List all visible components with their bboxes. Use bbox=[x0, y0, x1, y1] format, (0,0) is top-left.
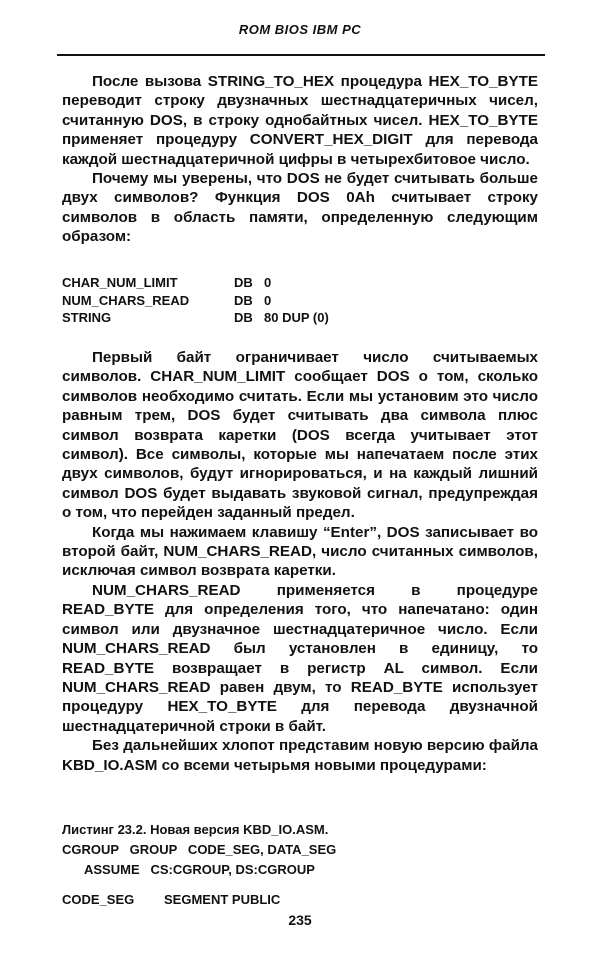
header-rule bbox=[57, 54, 545, 56]
segment-name: CODE_SEG bbox=[62, 892, 135, 907]
code-op: DB bbox=[234, 310, 253, 325]
paragraph: Почему мы уверены, что DOS не будет считывать больше двух символов? Функция DOS 0Ah считывает строку символов в область памяти, определенную следующим образом: bbox=[62, 170, 538, 246]
text-block-bottom bbox=[62, 348, 538, 775]
page-number: 235 bbox=[288, 912, 312, 928]
code-line bbox=[62, 309, 538, 327]
code-op: DB bbox=[234, 292, 253, 308]
paragraph: После вызова STRING_TO_HEX процедура HEX_TO_BYTE переводит строку двузначных шестнадцатеричных чисел, считанную DOS, в строку однобайтных чисел. HEX_TO_BYTE применяет процедуру CONVERT_HEX_DIGIT для перевода каждой шестнадцатеричной цифры в четырехбитовое число. bbox=[62, 73, 538, 168]
code-block bbox=[62, 274, 538, 327]
listing-line: ASSUME CS:CGROUP, DS:CGROUP bbox=[84, 862, 315, 877]
listing-segment-line bbox=[62, 892, 280, 907]
paragraph: Когда мы нажимаем клавишу “Enter”, DOS записывает во второй байт, NUM_CHARS_READ, число считанных символов, исключая символ возврата каретки. bbox=[62, 523, 538, 580]
code-line bbox=[62, 292, 538, 310]
code-val: 0 bbox=[264, 292, 272, 308]
text-block-top bbox=[62, 72, 538, 247]
segment-value: SEGMENT PUBLIC bbox=[164, 892, 281, 907]
paragraph: NUM_CHARS_READ применяется в процедуре READ_BYTE для определения того, что напечатано: один символ или двузначное шестнадцатеричное число. Если NUM_CHARS_READ был установлен в единицу, то READ_BYTE возвращает в регистр AL символ. Если NUM_CHARS_READ равен двум, то READ_BYTE использует процедуру HEX_TO_BYTE для перевода двузначной шестнадцатеричной строки в байт. bbox=[62, 581, 538, 735]
code-name: NUM_CHARS_READ bbox=[62, 292, 190, 308]
paragraph: Без дальнейших хлопот представим новую версию файла KBD_IO.ASM со всеми четырьмя новыми процедурами: bbox=[62, 737, 538, 774]
listing-line: CGROUP GROUP CODE_SEG, DATA_SEG bbox=[62, 842, 337, 857]
code-op: DB bbox=[234, 275, 253, 290]
listing-caption: Листинг 23.2. Новая версия KBD_IO.ASM. bbox=[62, 822, 329, 837]
code-line bbox=[62, 274, 538, 292]
listing-block bbox=[62, 820, 538, 880]
code-val: 0 bbox=[264, 275, 272, 290]
code-name: CHAR_NUM_LIMIT bbox=[62, 275, 178, 290]
running-header: ROM BIOS IBM PC bbox=[238, 22, 362, 37]
paragraph: Первый байт ограничивает число считываемых символов. CHAR_NUM_LIMIT сообщает DOS о том, сколько символов необходимо считать. Если мы установим это число равным трем, DOS будет считывать два символа плюс символ возврата каретки (DOS всегда учитывает этот символ). Все символы, которые мы напечатаем после этих двух символов, будут игнорироваться, и на каждый лишний символ DOS будет выдавать звуковой сигнал, предупреждая о том, что перейден заданный предел. bbox=[62, 349, 538, 522]
code-name: STRING bbox=[62, 310, 112, 325]
code-val: 80 DUP (0) bbox=[264, 310, 329, 325]
